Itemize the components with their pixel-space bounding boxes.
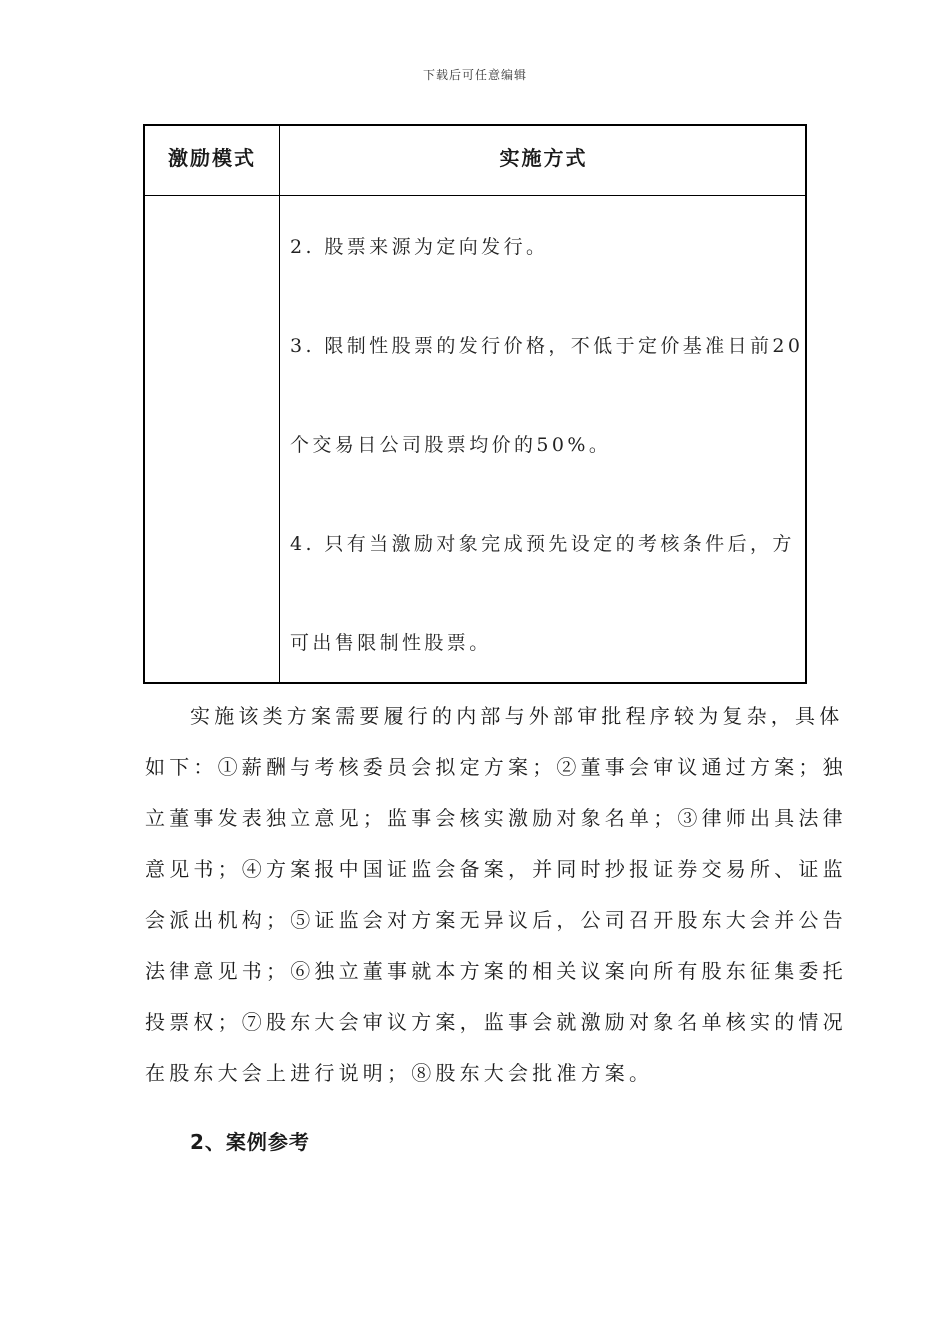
- paragraph-line: 投票权；⑦股东大会审议方案，监事会就激励对象名单核实的情况: [145, 1010, 847, 1034]
- paragraph-line: 会派出机构；⑤证监会对方案无异议后，公司召开股东大会并公告: [145, 908, 847, 932]
- method-line: 4. 只有当激励对象完成预先设定的考核条件后，方: [290, 533, 795, 555]
- column-header-method: 实施方式: [499, 146, 588, 170]
- paragraph-line: 在股东大会上进行说明；⑧股东大会批准方案。: [145, 1061, 654, 1085]
- page-header: 下载后可任意编辑: [422, 68, 527, 82]
- method-line: 2. 股票来源为定向发行。: [290, 236, 549, 258]
- paragraph-line: 意见书；④方案报中国证监会备案，并同时抄报证券交易所、证监: [145, 857, 847, 881]
- header-row-divider: [145, 195, 805, 196]
- paragraph-line: 实施该类方案需要履行的内部与外部审批程序较为复杂，具体: [190, 704, 844, 728]
- paragraph-line: 法律意见书；⑥独立董事就本方案的相关议案向所有股东征集委托: [145, 959, 847, 983]
- section-heading: 2、案例参考: [190, 1130, 310, 1154]
- method-line: 3. 限制性股票的发行价格，不低于定价基准日前20: [290, 335, 804, 357]
- paragraph-line: 立董事发表独立意见；监事会核实激励对象名单；③律师出具法律: [145, 806, 847, 830]
- method-line: 个交易日公司股票均价的50%。: [290, 434, 612, 456]
- column-divider: [279, 126, 280, 682]
- paragraph-line: 如下：①薪酬与考核委员会拟定方案；②董事会审议通过方案；独: [145, 755, 847, 779]
- method-line: 可出售限制性股票。: [290, 632, 492, 654]
- incentive-table: [143, 124, 807, 684]
- column-header-mode: 激励模式: [168, 146, 256, 170]
